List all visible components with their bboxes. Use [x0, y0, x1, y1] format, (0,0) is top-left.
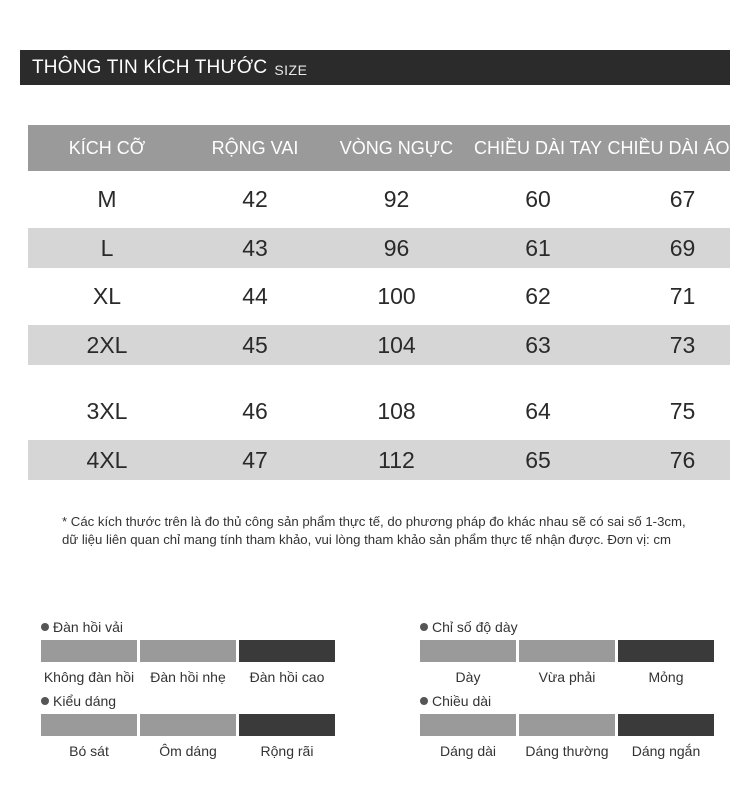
scale-option: Bó sát	[69, 743, 109, 759]
table-cell: 92	[324, 171, 469, 228]
scale-option: Dày	[455, 669, 481, 685]
size-table	[28, 125, 730, 480]
scale-labels	[41, 743, 341, 759]
bullet-icon	[41, 697, 49, 705]
table-row	[28, 228, 730, 268]
scale-bars	[41, 714, 341, 736]
scale-bar-selected	[239, 714, 335, 736]
table-cell: 100	[324, 268, 469, 325]
table-cell: 2XL	[28, 325, 186, 365]
scale-title-text: Kiểu dáng	[53, 693, 117, 709]
table-cell: 65	[469, 440, 607, 480]
scale-bar	[420, 640, 516, 662]
scale-option: Vừa phải	[538, 669, 596, 685]
scale-option: Dáng dài	[439, 743, 497, 759]
table-spacer	[28, 365, 730, 383]
table-cell: 67	[607, 171, 730, 228]
table-cell: 4XL	[28, 440, 186, 480]
table-cell: M	[28, 171, 186, 228]
table-cell: 45	[186, 325, 324, 365]
elasticity-scale	[41, 618, 341, 685]
scale-labels	[41, 669, 341, 685]
table-cell: 47	[186, 440, 324, 480]
scale-labels	[420, 743, 720, 759]
scale-option: Dáng ngắn	[631, 743, 701, 759]
length-scale	[420, 692, 720, 759]
column-header: KÍCH CỠ	[28, 125, 186, 171]
table-row	[28, 325, 730, 365]
table-cell: XL	[28, 268, 186, 325]
scale-option: Rộng rãi	[260, 743, 314, 759]
scale-option: Mỏng	[648, 669, 684, 685]
scale-title-text: Đàn hồi vải	[53, 619, 124, 635]
scale-title	[420, 692, 720, 710]
fit-scale	[41, 692, 341, 759]
scale-bar	[420, 714, 516, 736]
table-cell: 63	[469, 325, 607, 365]
scale-option: Ôm dáng	[159, 743, 217, 759]
section-subtitle: SIZE	[274, 61, 308, 78]
table-cell: 108	[324, 383, 469, 440]
table-cell: 44	[186, 268, 324, 325]
table-row	[28, 440, 730, 480]
table-row	[28, 383, 730, 440]
scale-bar	[140, 640, 236, 662]
scale-title	[41, 618, 341, 636]
scale-labels	[420, 669, 720, 685]
table-row	[28, 171, 730, 228]
table-header-row	[28, 125, 730, 171]
bullet-icon	[41, 623, 49, 631]
table-cell: 75	[607, 383, 730, 440]
scale-bar	[519, 714, 615, 736]
table-cell: 76	[607, 440, 730, 480]
thickness-scale	[420, 618, 720, 685]
column-header: RỘNG VAI	[186, 125, 324, 171]
scale-bars	[420, 640, 720, 662]
column-header: CHIỀU DÀI ÁO	[607, 125, 730, 171]
column-header: VÒNG NGỰC	[324, 125, 469, 171]
section-title: THÔNG TIN KÍCH THƯỚC	[32, 56, 268, 78]
scale-bar	[519, 640, 615, 662]
measurement-note	[62, 513, 722, 549]
note-line: * Các kích thước trên là đo thủ công sản phẩm thực tế, do phương pháp đo khác nhau sẽ có sai số 1-3cm,	[62, 514, 686, 529]
table-cell: 42	[186, 171, 324, 228]
table-cell: 46	[186, 383, 324, 440]
scale-option: Không đàn hồi	[43, 669, 135, 685]
table-cell: 69	[607, 228, 730, 268]
scale-bar	[41, 640, 137, 662]
scale-bar-selected	[239, 640, 335, 662]
scale-bars	[41, 640, 341, 662]
column-header: CHIỀU DÀI TAY	[469, 125, 607, 171]
table-cell: 112	[324, 440, 469, 480]
table-cell: 62	[469, 268, 607, 325]
table-cell: 60	[469, 171, 607, 228]
spacer-cell	[28, 365, 730, 383]
table-cell: 71	[607, 268, 730, 325]
bullet-icon	[420, 697, 428, 705]
table-cell: 43	[186, 228, 324, 268]
note-line: dữ liệu liên quan chỉ mang tính tham khảo, vui lòng tham khảo sản phẩm thực tế nhận được. Đơn vị: cm	[62, 532, 671, 547]
table-cell: 96	[324, 228, 469, 268]
scale-option: Dáng thường	[525, 743, 609, 759]
scale-bar	[41, 714, 137, 736]
table-row	[28, 268, 730, 325]
section-header	[20, 50, 730, 85]
table-cell: L	[28, 228, 186, 268]
table-cell: 3XL	[28, 383, 186, 440]
scale-title	[41, 692, 341, 710]
scale-bar-selected	[618, 714, 714, 736]
table-cell: 104	[324, 325, 469, 365]
table-cell: 73	[607, 325, 730, 365]
scale-option: Đàn hồi cao	[249, 669, 325, 685]
scale-title-text: Chiều dài	[432, 693, 492, 709]
scale-bar	[140, 714, 236, 736]
table-cell: 64	[469, 383, 607, 440]
scale-bars	[420, 714, 720, 736]
scale-title	[420, 618, 720, 636]
table-cell: 61	[469, 228, 607, 268]
bullet-icon	[420, 623, 428, 631]
scale-bar-selected	[618, 640, 714, 662]
scale-option: Đàn hồi nhẹ	[150, 669, 226, 685]
scale-title-text: Chỉ số độ dày	[432, 619, 518, 635]
